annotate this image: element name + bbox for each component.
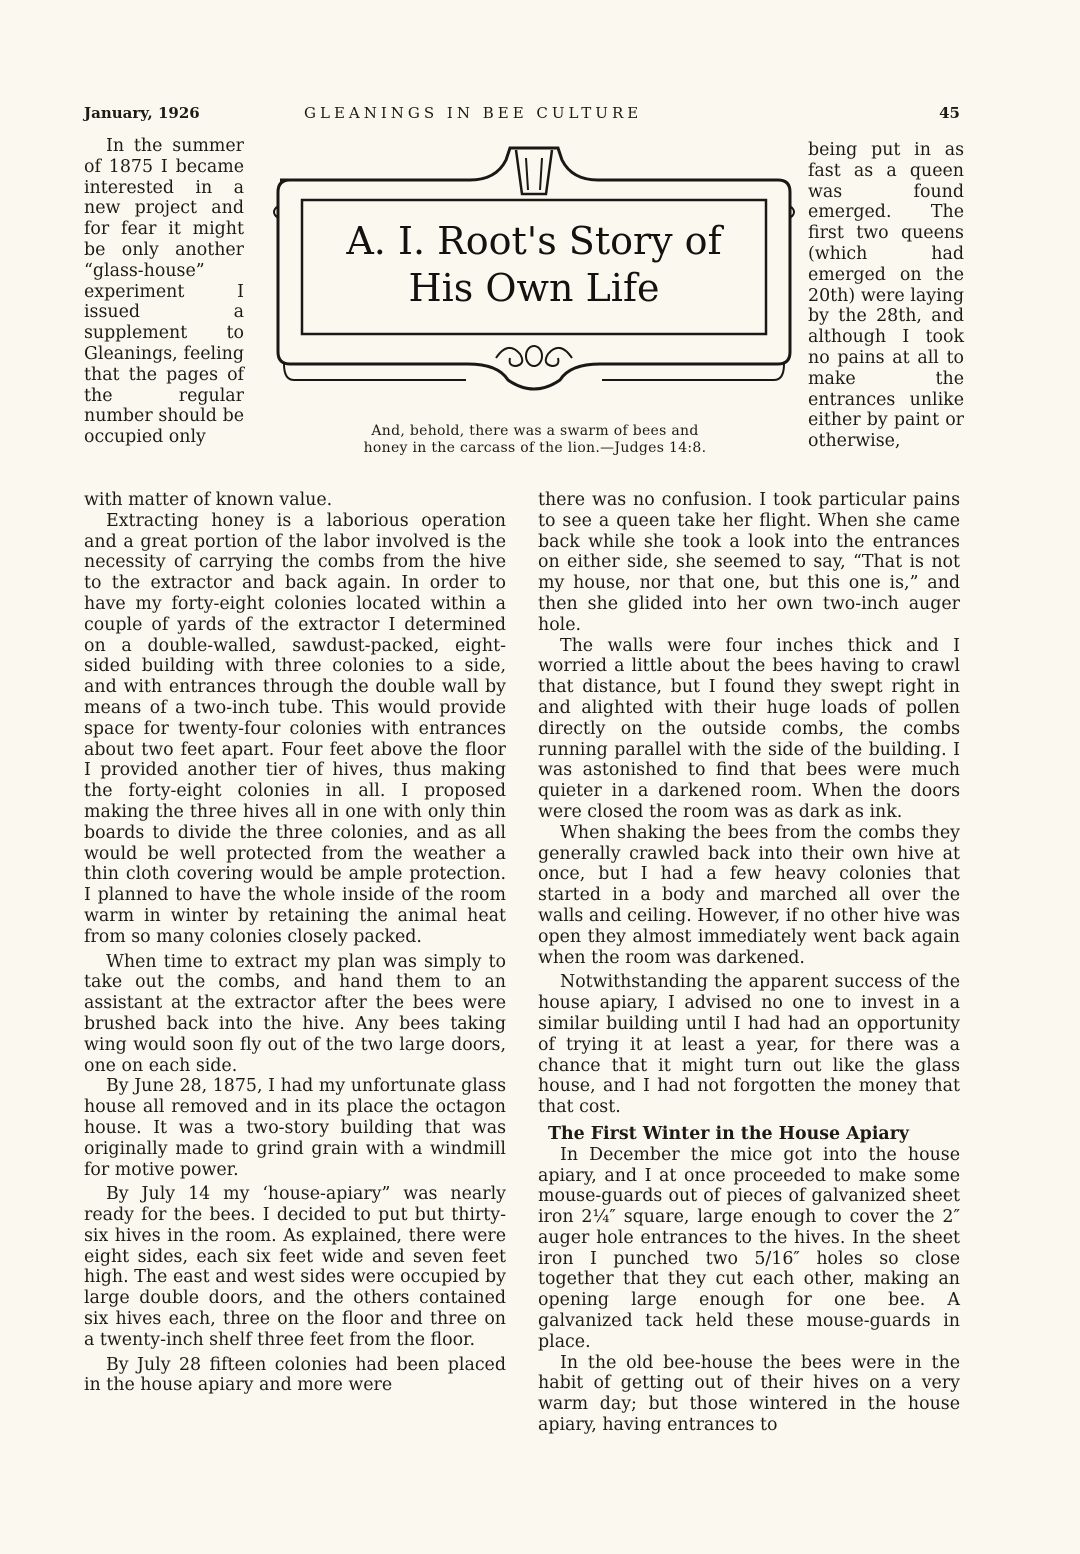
paragraph: In the old bee-house the bees were in the habit of getting out of their hives on a very warm day; but those wintered in the house apiary, having entrances to	[538, 1352, 960, 1436]
title-line: A. I. Root's Story of	[346, 219, 722, 263]
paragraph: Notwithstanding the apparent success of the house apiary, I advised no one to invest in a similar building until I had had an opportunity of trying it at least a year, for there was a chance that it might turn out like the glass house, and I had not forgotten the money that that cost.	[538, 972, 960, 1118]
journal-title: GLEANINGS IN BEE CULTURE	[304, 104, 643, 122]
article-title	[310, 218, 758, 312]
epigraph	[300, 423, 770, 457]
paragraph: In December the mice got into the house apiary, and I at once proceeded to make some mouse-guards out of pieces of galvanized sheet iron 2¼″ square, large enough to cover the 2″ auger hole entrances to the hives. In the sheet iron I punched two 5/16″ holes so close together that they cut each other, making an opening large enough for one bee. A galvanized tack held these mouse-guards in place.	[538, 1144, 960, 1352]
paragraph: When time to extract my plan was simply to take out the combs, and hand them to an assistant at the extractor after the bees were brushed back into the hive. Any bees taking wing would soon fly out of the two large doors, one on each side.	[84, 951, 506, 1076]
section-heading: The First Winter in the House Apiary	[548, 1123, 909, 1144]
paragraph: Extracting honey is a laborious operation and a great portion of the labor involved is the necessity of carrying the combs from the hive to the extractor and back again. In order to have my forty-eight colonies located within a couple of yards of the extractor I determined on a double-walled, sawdust-packed, eight-sided building with three colonies to a side, and with entrances through the double wall by means of a two-inch tube. This would provide space for twenty-four colonies with entrances about two feet apart. Four feet above the floor I provided another tier of hives, thus making the forty-eight colonies in all. I proposed making the three hives all in one with only thin boards to divide the three colonies, and as all would be well protected from the weather a thin cloth covering would be ample protection. I planned to have the whole inside of the room warm in winter by retaining the animal heat from so many colonies closely packed.	[84, 510, 506, 947]
paragraph: By July 14 my ‘house-apiary” was nearly ready for the bees. I decided to put but thirty-six hives in the room. As explained, there were eight sides, each six feet wide and seven feet high. The east and west sides were occupied by large double doors, and the others contained six hives each, three on the floor and three on a twenty-inch shelf three feet from the floor.	[84, 1184, 506, 1350]
issue-date: January, 1926	[84, 104, 200, 122]
page-number: 45	[939, 104, 960, 122]
right-top-column	[808, 140, 964, 452]
epigraph-line: honey in the carcass of the lion.—Judges 14:8.	[363, 440, 707, 456]
right-column	[538, 490, 960, 1436]
epigraph-line: And, behold, there was a swarm of bees and	[371, 423, 699, 439]
title-line: His Own Life	[408, 266, 660, 310]
title-ornament-frame	[270, 136, 798, 406]
intro-column	[84, 136, 244, 448]
paragraph: with matter of known value.	[84, 490, 333, 510]
left-column	[84, 490, 506, 1396]
paragraph: In the summer of 1875 I became interested in a new project and for fear it might be only another “glass-house” experiment I issued a supplement to Gleanings, feeling that the pages of the regular number should be occupied only	[84, 136, 244, 448]
paragraph: The walls were four inches thick and I worried a little about the bees having to crawl that distance, but I found they swept right in and alighted with their huge loads of pollen directly on the outside combs, the combs running parallel with the side of the building. I was astonished to find that bees were much quieter in a darkened room. When the doors were closed the room was as dark as ink.	[538, 635, 960, 822]
paragraph: being put in as fast as a queen was found emerged. The first two queens (which had emerged on the 20th) were laying by the 28th, and although I took no pains at all to make the entrances unlike either by paint or otherwise,	[808, 140, 964, 452]
paragraph: When shaking the bees from the combs they generally crawled back into their own hive at once, but I had a few heavy colonies that started in a body and marched all over the walls and ceiling. However, if no other hive was open they almost immediately went back again when the room was darkened.	[538, 822, 960, 968]
paragraph: By July 28 fifteen colonies had been placed in the house apiary and more were	[84, 1354, 506, 1396]
paragraph: there was no confusion. I took particular pains to see a queen take her flight. When she came back while she took a look into the entrances on either side, she seemed to say, “That is not my house, nor that one, but this one is,” and then she glided into her own two-inch auger hole.	[538, 490, 960, 635]
running-head	[84, 104, 964, 128]
paragraph: By June 28, 1875, I had my unfortunate glass house all removed and in its place the octagon house. It was a two-story building that was originally made to grind grain with a windmill for motive power.	[84, 1076, 506, 1180]
